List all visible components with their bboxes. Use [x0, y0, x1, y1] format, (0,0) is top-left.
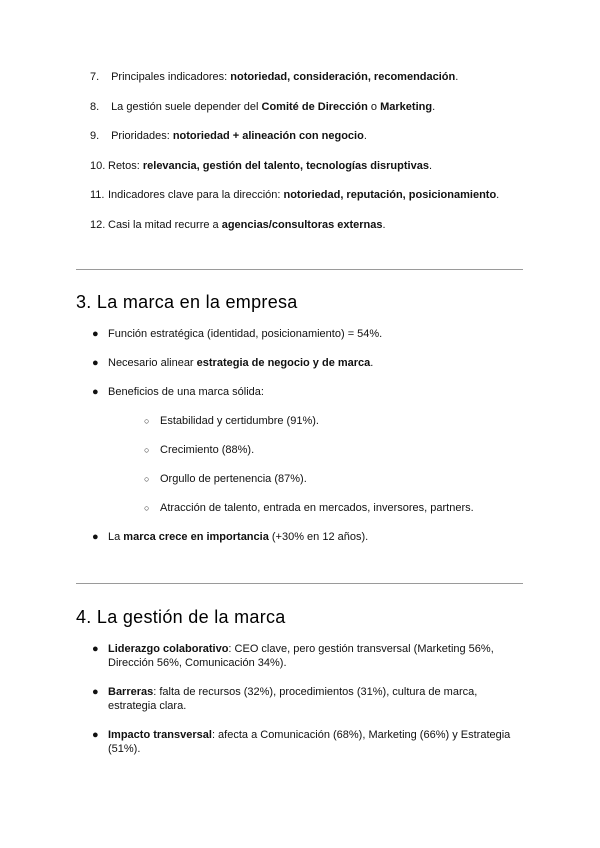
text-run: .: [382, 218, 386, 231]
text-run: Prioridades:: [111, 130, 173, 142]
text-run: : CEO clave, pero gestión transversal (Marketing 56%, Dirección 56%, Comunicación 34%).: [108, 643, 494, 669]
text-run: La: [108, 531, 124, 543]
section-divider: [76, 269, 523, 270]
list-item: [90, 218, 530, 248]
list-item: [90, 129, 530, 159]
sub-list-item: [144, 414, 532, 428]
bold-text: Barreras: [108, 686, 154, 698]
circle-bullet-icon: ○: [144, 445, 150, 455]
item-text: [108, 160, 432, 172]
sub-item-text: Orgullo de pertenencia (87%).: [160, 473, 307, 485]
item-number: 11.: [90, 189, 105, 201]
item-text: [108, 729, 510, 755]
text-run: Retos:: [108, 159, 143, 172]
bold-text: marca crece en importancia: [123, 531, 269, 543]
bold-text: Marketing: [380, 100, 433, 113]
section-heading: 3. La marca en la empresa: [76, 292, 298, 312]
list-item: [90, 70, 530, 100]
item-text: [108, 328, 382, 340]
item-text: [108, 686, 477, 712]
bold-text: notoriedad + alineación con negocio: [172, 130, 364, 142]
text-run: .: [496, 189, 500, 201]
bullet-icon: ●: [92, 729, 99, 741]
bold-text: agencias/consultoras externas: [221, 218, 383, 231]
item-number: 8.: [90, 100, 100, 113]
item-number: 10.: [90, 159, 106, 172]
sub-item-text: Crecimiento (88%).: [160, 444, 255, 456]
bold-text: notoriedad, consideración, recomendación: [230, 71, 456, 83]
list-item: [92, 685, 522, 713]
text-run: .: [370, 357, 374, 369]
bold-text: notoriedad, reputación, posicionamiento: [283, 189, 497, 201]
bullet-icon: ●: [92, 686, 99, 698]
text-run: : afecta a Comunicación (68%), Marketing (66%) y Estrategia (51%).: [108, 729, 511, 755]
bold-text: Comité de Dirección: [261, 100, 368, 113]
text-run: .: [455, 71, 459, 83]
sub-list-item: [144, 443, 532, 457]
bold-text: relevancia, gestión del talento, tecnologías disruptivas: [142, 159, 429, 172]
bullet-icon: ●: [92, 357, 99, 369]
text-run: (+30% en 12 años).: [268, 531, 369, 543]
text-run: .: [432, 100, 436, 113]
bold-text: estrategia de negocio y de marca: [196, 357, 371, 369]
text-run: : falta de recursos (32%), procedimientos (31%), cultura de marca, estrategia clara.: [108, 686, 478, 712]
circle-bullet-icon: ○: [144, 503, 150, 513]
bullet-icon: ●: [92, 386, 99, 398]
list-item: [90, 188, 530, 218]
section-divider: [76, 583, 523, 584]
sub-list-item: [144, 472, 532, 486]
item-text: [111, 71, 458, 83]
list-item: [92, 385, 532, 515]
list-item: [92, 642, 522, 670]
list-item: [90, 159, 530, 189]
circle-bullet-icon: ○: [144, 416, 150, 426]
section-heading: 4. La gestión de la marca: [76, 607, 286, 627]
bullet-icon: ●: [92, 328, 99, 340]
item-text: [108, 386, 264, 398]
bullet-list: [92, 642, 522, 756]
circle-bullet-icon: ○: [144, 474, 150, 484]
bullet-icon: ●: [92, 643, 99, 655]
sub-list-item: [144, 501, 532, 515]
sub-item-text: Estabilidad y certidumbre (91%).: [160, 415, 319, 427]
numbered-list: [90, 70, 530, 247]
item-text: [108, 189, 499, 201]
text-run: .: [363, 130, 367, 142]
list-item: [90, 100, 530, 130]
list-item: [92, 530, 532, 544]
item-number: 9.: [90, 130, 100, 142]
text-run: Principales indicadores:: [111, 71, 231, 83]
item-text: [108, 643, 494, 669]
bold-text: Impacto transversal: [108, 729, 212, 741]
item-number: 7.: [90, 71, 100, 83]
item-text: [108, 531, 368, 543]
list-item: [92, 728, 522, 756]
text-run: Casi la mitad recurre a: [108, 218, 222, 231]
text-run: Función estratégica (identidad, posicionamiento) = 54%.: [108, 328, 383, 340]
text-run: La gestión suele depender del: [111, 100, 262, 113]
text-run: Indicadores clave para la dirección:: [108, 189, 284, 201]
sub-list: [108, 414, 532, 515]
text-run: Necesario alinear: [108, 357, 197, 369]
text-run: o: [367, 100, 381, 113]
list-item: [92, 327, 532, 341]
list-item: [92, 356, 532, 370]
item-text: [111, 130, 367, 142]
text-run: Beneficios de una marca sólida:: [108, 386, 264, 398]
item-text: [111, 101, 435, 113]
bullet-icon: ●: [92, 531, 99, 543]
item-text: [108, 219, 386, 231]
item-number: 12.: [90, 218, 106, 231]
text-run: .: [428, 159, 433, 172]
sub-item-text: Atracción de talento, entrada en mercados, inversores, partners.: [160, 502, 474, 514]
item-text: [108, 357, 373, 369]
bullet-list: [92, 327, 532, 544]
bold-text: Liderazgo colaborativo: [108, 643, 229, 655]
